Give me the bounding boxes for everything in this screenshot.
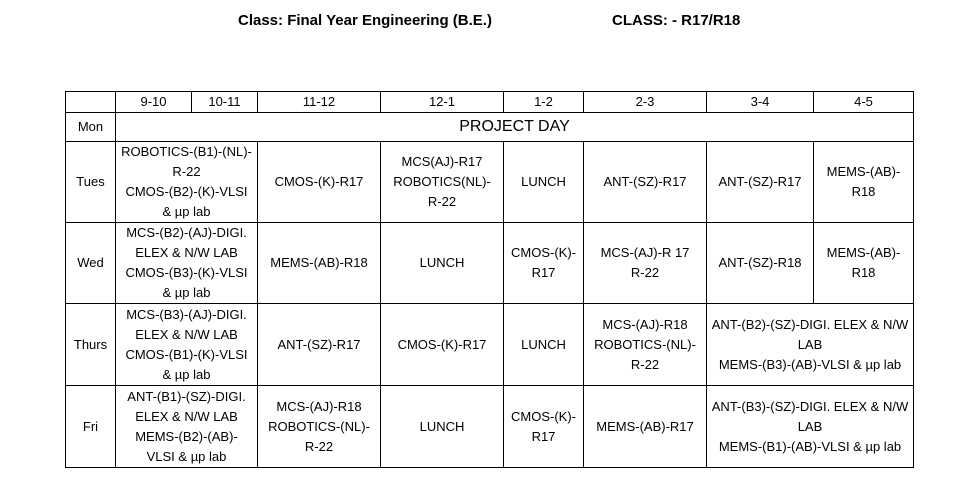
day-row-tue xyxy=(66,142,914,223)
slot-header: 1-2 xyxy=(504,92,584,113)
period-cell xyxy=(504,223,584,304)
period-cell xyxy=(258,142,381,223)
cell-line: & µp lab xyxy=(162,204,211,219)
cell-line: MCS-(AJ)-R18 xyxy=(276,398,362,414)
project-day-cell: PROJECT DAY xyxy=(116,113,914,142)
cell-line: MEMS-(AB)-R18 xyxy=(270,255,368,270)
cell-line: R-22 xyxy=(427,194,457,209)
cell-line: R18 xyxy=(851,265,876,280)
period-cell xyxy=(814,223,914,304)
cell-line: LUNCH xyxy=(419,418,465,434)
cell-line: R-22 xyxy=(172,164,201,179)
cell-line: MCS-(B2)-(AJ)-DIGI. xyxy=(126,225,247,240)
cell-line: ANT-(SZ)-R17 xyxy=(603,174,687,189)
cell-line: R18 xyxy=(851,184,876,199)
cell-line: R-22 xyxy=(304,438,334,454)
lab-cell xyxy=(116,223,258,304)
cell-line: MEMS-(B3)-(AB)-VLSI & µp lab xyxy=(718,356,902,372)
cell-line: CMOS-(B1)-(K)-VLSI xyxy=(125,346,248,362)
cell-line: MCS-(AJ)-R 17 xyxy=(600,245,690,260)
cell-line: R17 xyxy=(531,265,556,280)
header-row xyxy=(66,92,914,113)
cell-line: MCS-(B3)-(AJ)-DIGI. xyxy=(126,306,247,322)
period-cell xyxy=(584,142,707,223)
cell-line: CMOS-(K)-R17 xyxy=(274,174,364,189)
period-cell xyxy=(707,223,814,304)
lab-cell xyxy=(707,304,914,386)
corner-cell xyxy=(66,92,116,113)
cell-line: CMOS-(K)-R17 xyxy=(397,336,487,352)
cell-line: R17 xyxy=(531,428,556,444)
cell-line: ANT-(B1)-(SZ)-DIGI. xyxy=(127,388,246,404)
day-row-thu xyxy=(66,304,914,386)
cell-line: ELEX & N/W LAB xyxy=(135,245,238,260)
cell-line: MEMS-(AB)-R17 xyxy=(596,418,694,434)
cell-line: LAB xyxy=(797,336,823,352)
timetable xyxy=(65,91,914,468)
cell-line: ANT-(B3)-(SZ)-DIGI. ELEX & N/W xyxy=(711,398,909,414)
lab-cell xyxy=(116,386,258,468)
cell-line: ELEX & N/W LAB xyxy=(135,408,238,424)
lab-cell xyxy=(116,142,258,223)
lunch-cell xyxy=(381,223,504,304)
slot-header: 4-5 xyxy=(814,92,914,113)
class-code: CLASS: - R17/R18 xyxy=(612,12,741,29)
cell-line: MEMS-(B2)-(AB)- xyxy=(135,428,238,444)
cell-line: & µp lab xyxy=(162,366,211,382)
cell-line: ROBOTICS-(NL)- xyxy=(594,336,696,352)
cell-line: R-22 xyxy=(630,265,660,280)
cell-line: CMOS-(K)- xyxy=(511,408,576,424)
period-cell xyxy=(258,223,381,304)
slot-header: 2-3 xyxy=(584,92,707,113)
cell-line: MEMS-(B1)-(AB)-VLSI & µp lab xyxy=(718,438,902,454)
cell-line: LUNCH xyxy=(521,336,566,352)
cell-line: R-22 xyxy=(630,356,660,372)
period-cell xyxy=(504,386,584,468)
slot-header: 10-11 xyxy=(192,92,258,113)
lunch-cell xyxy=(504,142,584,223)
lunch-cell xyxy=(381,386,504,468)
cell-line: & µp lab xyxy=(162,285,211,300)
cell-line: LUNCH xyxy=(521,174,566,189)
cell-line: MCS-(AJ)-R18 xyxy=(602,316,688,332)
slot-header: 3-4 xyxy=(707,92,814,113)
slot-header: 9-10 xyxy=(116,92,192,113)
cell-line: LUNCH xyxy=(419,255,465,270)
period-cell xyxy=(707,142,814,223)
cell-line: MCS(AJ)-R17 xyxy=(401,154,483,169)
lab-cell xyxy=(116,304,258,386)
day-label: Wed xyxy=(66,223,116,304)
cell-line: ANT-(SZ)-R17 xyxy=(718,174,802,189)
period-cell xyxy=(258,386,381,468)
slot-header: 12-1 xyxy=(381,92,504,113)
cell-line: CMOS-(B3)-(K)-VLSI xyxy=(125,265,248,280)
cell-line: ANT-(SZ)-R18 xyxy=(718,255,802,270)
day-label: Tues xyxy=(66,142,116,223)
cell-line: ROBOTICS(NL)- xyxy=(393,174,491,189)
day-row-fri xyxy=(66,386,914,468)
cell-line: CMOS-(K)- xyxy=(511,245,576,260)
day-label: Mon xyxy=(66,113,116,142)
period-cell xyxy=(584,386,707,468)
cell-line: ROBOTICS-(B1)-(NL)- xyxy=(121,144,252,159)
period-cell xyxy=(381,142,504,223)
period-cell xyxy=(584,223,707,304)
cell-line: MEMS-(AB)- xyxy=(826,164,901,179)
cell-line: ROBOTICS-(NL)- xyxy=(268,418,370,434)
day-label: Fri xyxy=(66,386,116,468)
cell-line: LAB xyxy=(797,418,823,434)
cell-line: ANT-(SZ)-R17 xyxy=(277,336,361,352)
cell-line: ANT-(B2)-(SZ)-DIGI. ELEX & N/W xyxy=(711,316,909,332)
lunch-cell xyxy=(504,304,584,386)
slot-header: 11-12 xyxy=(258,92,381,113)
period-cell xyxy=(814,142,914,223)
cell-line: VLSI & µp lab xyxy=(146,448,227,464)
lab-cell xyxy=(707,386,914,468)
cell-line: ELEX & N/W LAB xyxy=(135,326,238,342)
day-label: Thurs xyxy=(66,304,116,386)
day-row-mon xyxy=(66,113,914,142)
cell-line: CMOS-(B2)-(K)-VLSI xyxy=(125,184,248,199)
cell-line: MEMS-(AB)- xyxy=(826,245,901,260)
class-title: Class: Final Year Engineering (B.E.) xyxy=(238,12,492,29)
period-cell xyxy=(381,304,504,386)
period-cell xyxy=(258,304,381,386)
period-cell xyxy=(584,304,707,386)
day-row-wed xyxy=(66,223,914,304)
